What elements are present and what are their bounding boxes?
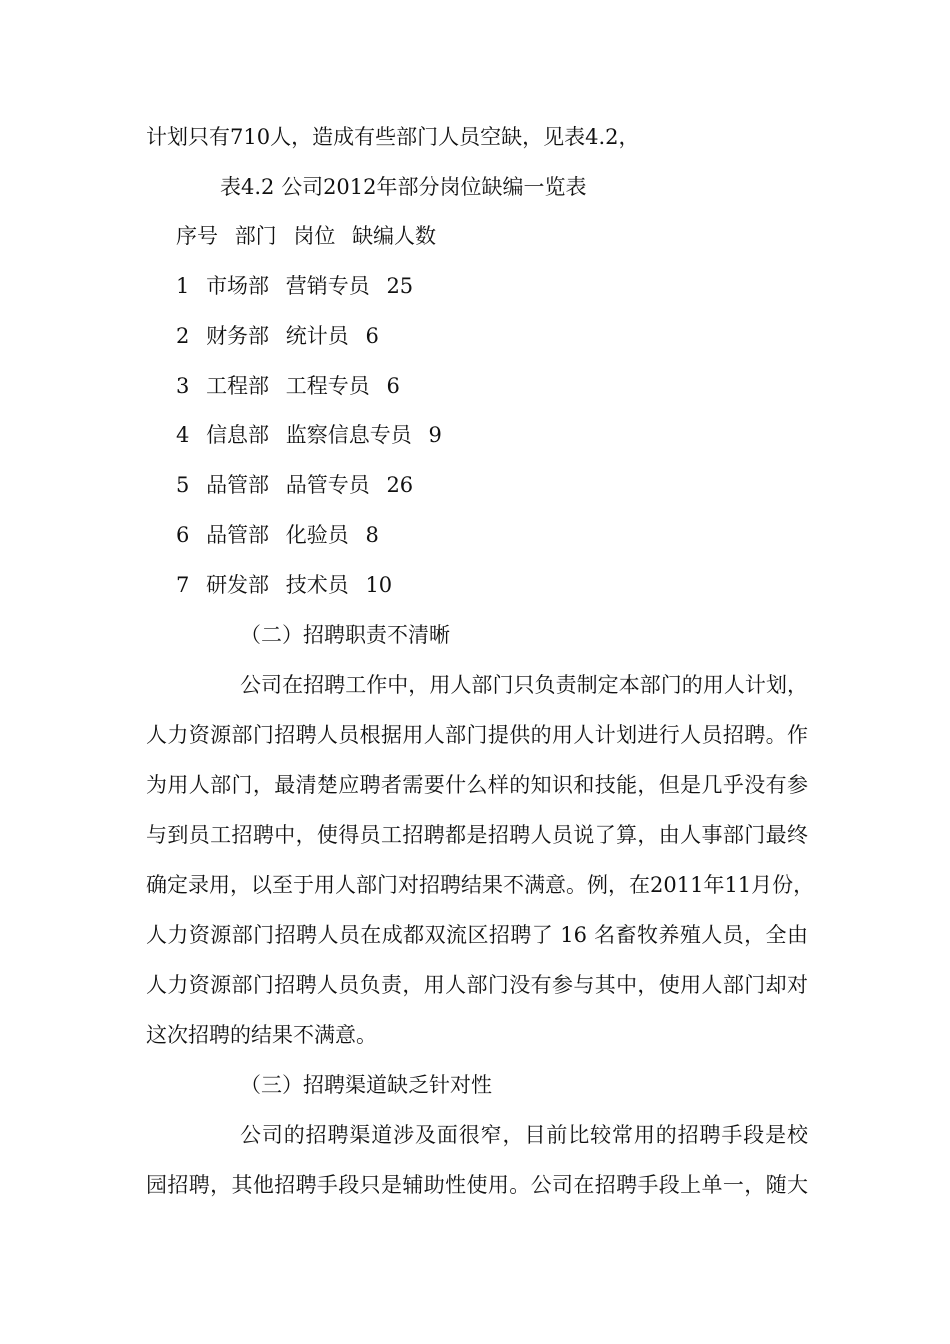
paragraph-line: 这次招聘的结果不满意。 (146, 1023, 377, 1047)
table-cell: 营销专员 (285, 274, 370, 298)
table-cell: 化验员 (285, 523, 349, 547)
table-cell: 品管部 (206, 473, 270, 497)
section-heading: （三）招聘渠道缺乏针对性 (240, 1073, 492, 1097)
table-cell: 10 (365, 573, 393, 597)
table-row (176, 521, 389, 549)
paragraph-line: 人力资源部门招聘人员根据用人部门提供的用人计划进行人员招聘。作 (146, 723, 808, 747)
table-header-cell: 部门 (234, 224, 277, 248)
paragraph-line: 为用人部门，最清楚应聘者需要什么样的知识和技能，但是几乎没有参 (146, 773, 808, 797)
table-cell: 8 (365, 523, 379, 547)
table-row (176, 372, 410, 400)
table-header-cell: 缺编人数 (352, 224, 437, 248)
table-row (176, 471, 423, 499)
paragraph-line: 园招聘，其他招聘手段只是辅助性使用。公司在招聘手段上单一，随大 (146, 1173, 808, 1197)
paragraph-line: 与到员工招聘中，使得员工招聘都是招聘人员说了算，由人事部门最终 (146, 823, 808, 847)
table-cell: 25 (386, 274, 414, 298)
table-cell: 品管专员 (285, 473, 370, 497)
paragraph-line: 公司在招聘工作中，用人部门只负责制定本部门的用人计划， (240, 673, 808, 697)
table-cell: 4 (176, 423, 190, 447)
table-cell: 6 (386, 374, 400, 398)
table-cell: 工程部 (206, 374, 270, 398)
paragraph-line: 人力资源部门招聘人员在成都双流区招聘了 16 名畜牧养殖人员，全由 (146, 923, 808, 947)
table-cell: 技术员 (285, 573, 349, 597)
table-cell: 监察信息专员 (285, 423, 412, 447)
table-cell: 6 (365, 324, 379, 348)
table-row (176, 571, 402, 599)
table-cell: 研发部 (206, 573, 270, 597)
table-cell: 26 (386, 473, 414, 497)
table-row (176, 272, 423, 300)
table-cell: 5 (176, 473, 190, 497)
table-cell: 6 (176, 523, 190, 547)
intro-line: 计划只有710人，造成有些部门人员空缺，见表4.2， (146, 125, 640, 149)
table-header-cell: 岗位 (293, 224, 336, 248)
paragraph-line: 公司的招聘渠道涉及面很窄，目前比较常用的招聘手段是校 (240, 1123, 808, 1147)
table-caption: 表4.2 公司2012年部分岗位缺编一览表 (220, 175, 587, 199)
table-header-row (176, 222, 446, 250)
table-header-cell: 序号 (176, 224, 218, 248)
table-cell: 1 (176, 274, 190, 298)
table-cell: 信息部 (206, 423, 270, 447)
table-cell: 7 (176, 573, 190, 597)
table-cell: 9 (428, 423, 442, 447)
table-cell: 品管部 (206, 523, 270, 547)
section-heading: （二）招聘职责不清晰 (240, 623, 450, 647)
table-row (176, 421, 452, 449)
table-cell: 财务部 (206, 324, 270, 348)
paragraph-line: 人力资源部门招聘人员负责，用人部门没有参与其中，使用人部门却对 (146, 973, 808, 997)
table-cell: 3 (176, 374, 190, 398)
table-cell: 2 (176, 324, 190, 348)
table-cell: 工程专员 (285, 374, 370, 398)
table-cell: 市场部 (206, 274, 270, 298)
paragraph-line: 确定录用，以至于用人部门对招聘结果不满意。例，在2011年11月份， (146, 873, 815, 897)
table-cell: 统计员 (285, 324, 349, 348)
table-row (176, 322, 389, 350)
